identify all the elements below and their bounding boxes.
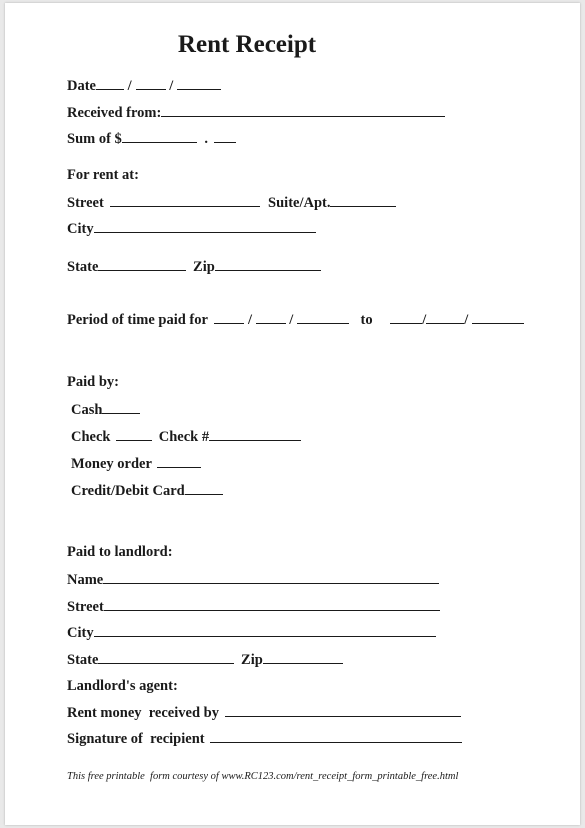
landlord-zip-field[interactable]: [263, 650, 343, 664]
date-day-field[interactable]: [136, 76, 166, 90]
period-label: Period of time paid for: [67, 312, 208, 328]
sum-label: Sum of $: [67, 131, 122, 147]
footer-credit: This free printable form courtesy of www.RC123.com/rent_receipt_form_printable_free.html: [67, 771, 459, 782]
sum-cents-field[interactable]: [214, 129, 236, 143]
period-to-month-field[interactable]: [390, 310, 422, 324]
paid-to-landlord-label: Paid to landlord:: [67, 544, 173, 560]
date-slash: /: [169, 78, 174, 94]
period-from-month-field[interactable]: [214, 310, 244, 324]
street-label: Street: [67, 195, 104, 211]
money-order-label: Money order: [71, 456, 152, 472]
period-to-label: to: [360, 312, 373, 328]
received-by-field[interactable]: [225, 703, 461, 717]
credit-row: [71, 481, 223, 500]
rental-city-field[interactable]: [94, 219, 316, 233]
landlord-city-field[interactable]: [94, 623, 436, 637]
period-from-year-field[interactable]: [297, 310, 349, 324]
landlord-name-row: [67, 570, 439, 589]
received-from-field[interactable]: [161, 103, 445, 117]
for-rent-at-label: For rent at:: [67, 167, 139, 183]
received-by-label: Rent money received by: [67, 705, 219, 721]
check-number-field[interactable]: [209, 427, 301, 441]
period-to-day-field[interactable]: [426, 310, 464, 324]
name-label: Name: [67, 572, 104, 588]
sum-dot: .: [204, 131, 209, 147]
check-number-label: Check #: [158, 429, 210, 445]
city-label: City: [67, 221, 94, 237]
landlord-state-label: State: [67, 652, 99, 668]
receipt-page: [5, 3, 580, 825]
rental-state-row: [67, 257, 321, 276]
landlord-street-label: Street: [67, 599, 104, 615]
agent-heading: [67, 677, 178, 695]
period-slash: /: [247, 312, 252, 328]
cash-label: Cash: [71, 402, 103, 418]
rental-state-field[interactable]: [98, 257, 186, 271]
landlord-name-field[interactable]: [103, 570, 439, 584]
signature-field[interactable]: [210, 729, 462, 743]
money-order-row: [71, 454, 201, 473]
money-order-field[interactable]: [157, 454, 201, 468]
cash-field[interactable]: [102, 400, 140, 414]
date-slash: /: [127, 78, 132, 94]
paid-by-label: Paid by:: [67, 374, 119, 390]
rental-city-row: [67, 219, 316, 238]
received-from-label: Received from:: [67, 105, 162, 121]
landlord-street-row: [67, 597, 440, 616]
for-rent-at-heading: [67, 166, 139, 184]
rental-zip-field[interactable]: [215, 257, 321, 271]
period-from-day-field[interactable]: [256, 310, 286, 324]
period-row: [67, 310, 524, 329]
agent-label: Landlord's agent:: [67, 678, 178, 694]
landlord-state-row: [67, 650, 343, 669]
paid-by-heading: [67, 373, 119, 391]
received-by-row: [67, 703, 461, 722]
period-slash: /: [464, 312, 469, 328]
date-label: Date: [67, 78, 96, 94]
cash-row: [71, 400, 140, 419]
suite-label: Suite/Apt.: [268, 195, 331, 211]
credit-field[interactable]: [185, 481, 223, 495]
landlord-city-row: [67, 623, 436, 642]
sum-dollars-field[interactable]: [122, 129, 197, 143]
paid-to-landlord-heading: [67, 543, 173, 561]
period-to-year-field[interactable]: [472, 310, 524, 324]
rental-street-row: [67, 193, 396, 212]
suite-field[interactable]: [330, 193, 396, 207]
rental-street-field[interactable]: [110, 193, 260, 207]
sum-row: [67, 129, 236, 148]
state-label: State: [67, 259, 99, 275]
date-year-field[interactable]: [177, 76, 221, 90]
period-slash: /: [289, 312, 294, 328]
zip-label: Zip: [193, 259, 215, 275]
credit-label: Credit/Debit Card: [71, 483, 185, 499]
date-row: [67, 76, 221, 95]
landlord-street-field[interactable]: [104, 597, 440, 611]
check-field[interactable]: [116, 427, 152, 441]
signature-label: Signature of recipient: [67, 731, 205, 747]
check-row: [71, 427, 301, 446]
landlord-state-field[interactable]: [98, 650, 234, 664]
landlord-zip-label: Zip: [241, 652, 263, 668]
landlord-city-label: City: [67, 625, 94, 641]
signature-row: [67, 729, 462, 748]
date-month-field[interactable]: [96, 76, 124, 90]
received-from-row: [67, 103, 445, 122]
page-title: Rent Receipt: [177, 31, 317, 58]
period-slash: /: [422, 312, 427, 328]
check-label: Check: [71, 429, 111, 445]
